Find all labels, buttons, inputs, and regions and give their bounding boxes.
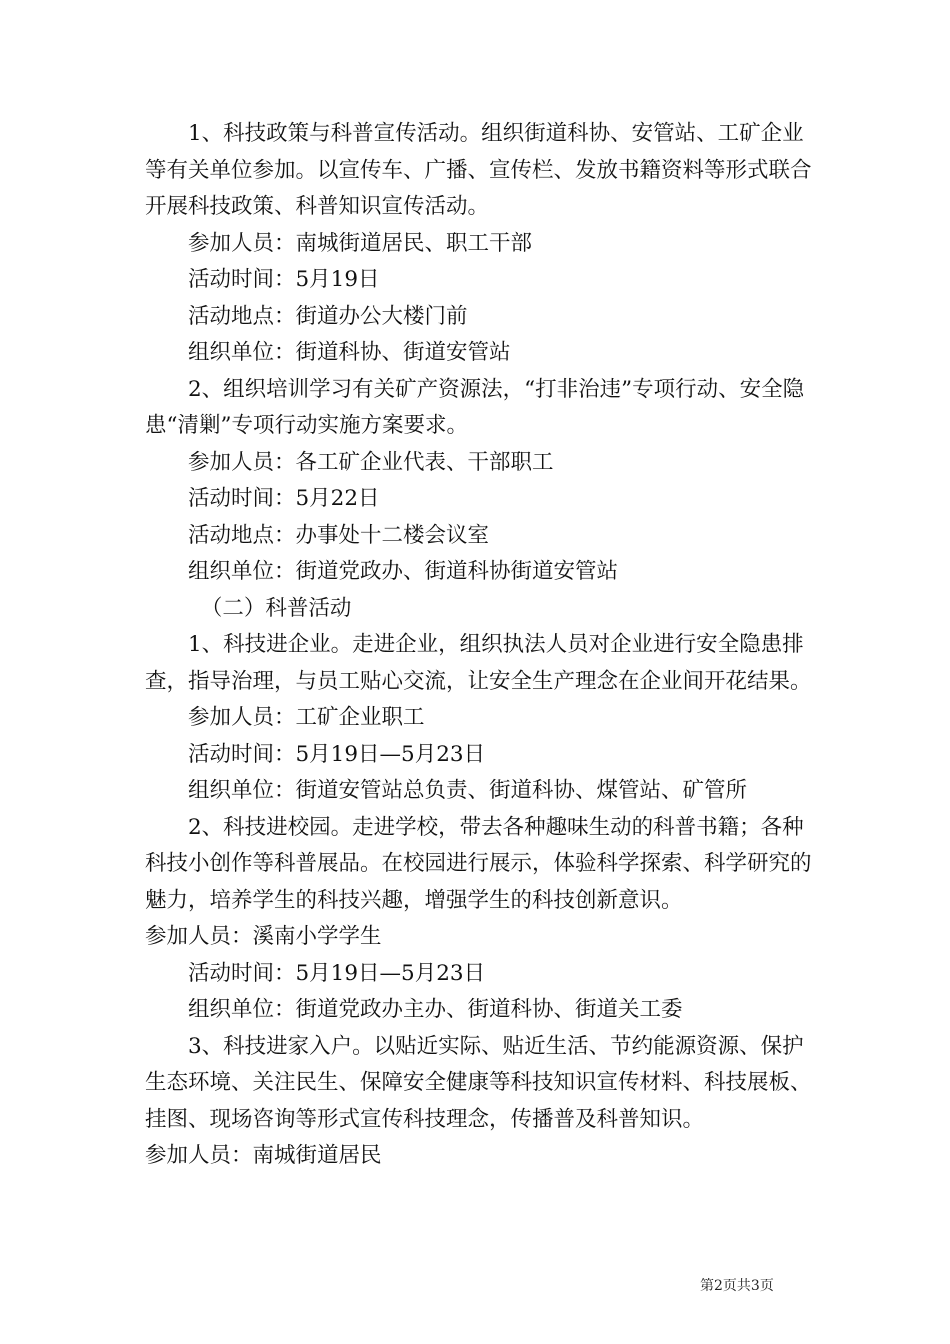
paragraph: 参加人员：南城街道居民 (145, 1143, 382, 1168)
paragraph: 1、科技政策与科普宣传活动。组织街道科协、安管站、工矿企业等有关单位参加。以宣传车、广播、宣传栏、发放书籍资料等形式联合开展科技政策、科普知识宣传活动。 (145, 121, 812, 219)
paragraph: 活动时间：5月19日 (188, 267, 380, 292)
paragraph: 活动时间：5月19日—5月23日 (188, 960, 486, 986)
paragraph: 组织单位：街道安管站总负责、街道科协、煤管站、矿管所 (188, 778, 748, 803)
paragraph: 参加人员：工矿企业职工 (188, 705, 425, 730)
paragraph: 参加人员：各工矿企业代表、干部职工 (188, 449, 554, 475)
paragraph: 组织单位：街道科协、街道安管站 (188, 340, 511, 365)
paragraph: 组织单位：街道党政办主办、街道科协、街道关工委 (188, 997, 683, 1022)
paragraph: 活动时间：5月22日 (188, 486, 380, 511)
paragraph: 2、组织培训学习有关矿产资源法，“打非治违”专项行动、安全隐患“清剿”专项行动实施方案要求。 (145, 376, 805, 438)
paragraph: 参加人员：南城街道居民、职工干部 (188, 230, 533, 256)
paragraph: 活动时间：5月19日—5月23日 (188, 741, 486, 767)
paragraph: 2、科技进校园。走进学校，带去各种趣味生动的科普书籍；各种科技小创作等科普展品。在校园进行展示，体验科学探索、科学研究的魅力，培养学生的科技兴趣，增强学生的科技创新意识。 (145, 814, 812, 913)
paragraph: 活动地点：办事处十二楼会议室 (188, 522, 490, 548)
page-number: 第2页共3页 (700, 1278, 774, 1294)
paragraph: 1、科技进企业。走进企业，组织执法人员对企业进行安全隐患排查，指导治理，与员工贴心交流，让安全生产理念在企业间开花结果。 (145, 632, 812, 694)
paragraph: 组织单位：街道党政办、街道科协街道安管站 (188, 559, 619, 584)
paragraph: 3、科技进家入户。以贴近实际、贴近生活、节约能源资源、保护生态环境、关注民生、保障安全健康等科技知识宣传材料、科技展板、挂图、现场咨询等形式宣传科技理念，传播普及科普知识。 (145, 1033, 812, 1132)
paragraph: 参加人员：溪南小学学生 (145, 924, 382, 949)
document-body (145, 116, 813, 1175)
section-heading: （二）科普活动 (200, 595, 352, 621)
paragraph: 活动地点：街道办公大楼门前 (188, 303, 468, 329)
